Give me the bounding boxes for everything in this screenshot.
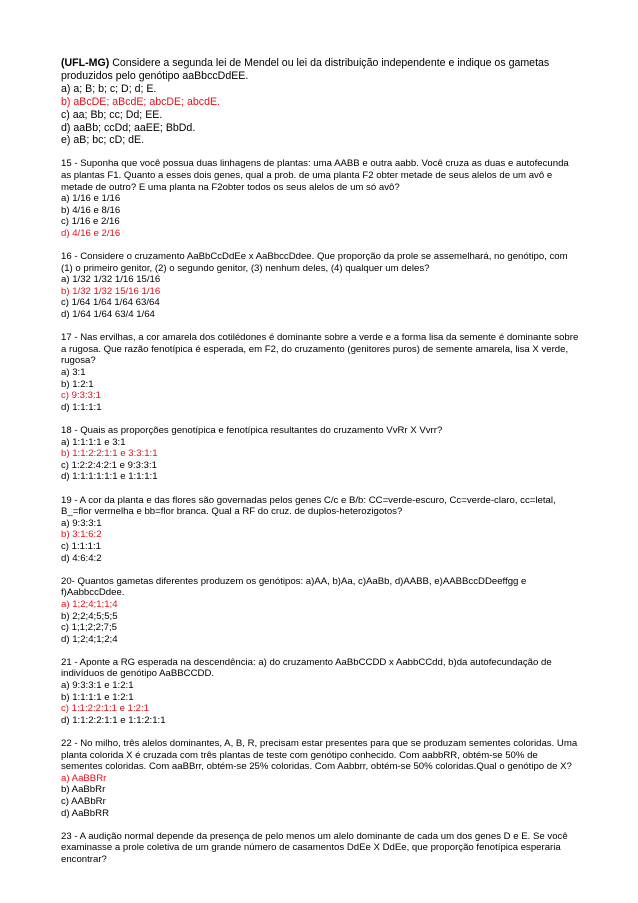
option-d: d) AaBbRR <box>61 807 109 819</box>
question-17 <box>61 332 581 413</box>
option-c: c) 1:1:1:1 <box>61 540 101 552</box>
option-c-correct: c) 9:3:3:1 <box>61 390 101 402</box>
option-a: a) 1:1:1:1 e 3:1 <box>61 436 126 448</box>
question-18 <box>61 425 581 483</box>
option-b: b) 1:2:1 <box>61 378 94 390</box>
option-b-correct: b) 3:1:6:2 <box>61 529 102 541</box>
option-c-correct: c) 1:1:2:2:1:1 e 1:2:1 <box>61 703 150 715</box>
option-b-correct: b) 1/32 1/32 15/16 1/16 <box>61 285 161 297</box>
question-20 <box>61 576 581 646</box>
option-a-correct: a) 1;2;4;1;1;4 <box>61 598 118 610</box>
option-a: a) 3:1 <box>61 367 86 379</box>
question-stem: 17 - Nas ervilhas, a cor amarela dos cotilédones é dominante sobre a verde e a forma lisa da semente é dominante sobre a rugosa. Que razão fenotípica é esperada, em F2, do cruzamento (genitores puros) de semente amarela, lisa X verde, rugosa? <box>61 332 579 367</box>
question-stem: 23 - A audição normal depende da presença de pelo menos um alelo dominante de cada um dos genes D e E. Se você examinasse a prole coletiva de um grande número de casamentos DdEe X DdEe, que proporção fenotípica esperaria encontrar? <box>61 830 568 865</box>
option-a: a) 9:3:3:1 <box>61 517 102 529</box>
option-a: a) a; B; b; c; D; d; E. <box>61 82 157 95</box>
question-stem: 22 - No milho, três alelos dominantes, A, B, R, precisam estar presentes para que se produzam sementes coloridas. Uma planta colorida X é cruzada com três plantas de teste com genótipo conhecido. Com aabbRR, obtém-se 50% de sementes coloridas. Com aaBBrr, obtém-se 25% coloridas. Com Aabbrr, obtém-se 50% coloridas.Qual o genótipo de X? <box>61 738 578 773</box>
option-d: d) 4:6:4:2 <box>61 552 102 564</box>
option-b: b) 4/16 e 8/16 <box>61 204 121 216</box>
option-a: a) 1/32 1/32 1/16 15/16 <box>61 274 161 286</box>
option-d: d) 1:1:1:1 <box>61 401 102 413</box>
option-c: c) 1;1;2;2;7;5 <box>61 622 117 634</box>
option-d: d) 1/64 1/64 63/4 1/64 <box>61 309 155 321</box>
option-c: c) 1:2:2:4:2:1 e 9:3:3:1 <box>61 459 158 471</box>
option-c: c) 1/16 e 2/16 <box>61 216 120 228</box>
option-d: d) 1:1:1:1:1:1 e 1:1:1:1 <box>61 471 158 483</box>
option-b: b) AaBbRr <box>61 784 106 796</box>
question-stem: 21 - Aponte a RG esperada na descendência: a) do cruzamento AaBbCCDD x AabbCCdd, b)da autofecundação de indivíduos de genótipo AaBBCCDD. <box>61 656 552 680</box>
question-16 <box>61 251 581 321</box>
option-d: d) aaBb; ccDd; aaEE; BbDd. <box>61 121 196 134</box>
question-source-tag: (UFL-MG) <box>61 57 110 69</box>
question-15 <box>61 158 581 239</box>
question-23 <box>61 831 581 866</box>
question-ufl-mg <box>61 57 581 147</box>
option-b-correct: b) 1:1:2:2:1:1 e 3:3:1:1 <box>61 448 158 460</box>
option-c: c) 1/64 1/64 1/64 63/64 <box>61 297 160 309</box>
option-e: e) aB; bc; cD; dE. <box>61 134 145 147</box>
question-stem: 20- Quantos gametas diferentes produzem os genótipos: a)AA, b)Aa, c)AaBb, d)AABB, e)AABBccDDeeffgg e f)AabbccDdee. <box>61 575 527 599</box>
document-content <box>61 57 581 877</box>
option-b-correct: b) aBcDE; aBcdE; abcDE; abcdE. <box>61 95 220 108</box>
option-b: b) 2;2;4;5;5;5 <box>61 610 118 622</box>
option-c: c) AABbRr <box>61 796 106 807</box>
option-c: c) aa; Bb; cc; Dd; EE. <box>61 108 163 121</box>
option-a-correct: a) AaBBRr <box>61 772 107 784</box>
question-22 <box>61 738 581 819</box>
question-19 <box>61 495 581 565</box>
option-b: b) 1:1:1:1 e 1:2:1 <box>61 691 134 703</box>
question-text: Considere a segunda lei de Mendel ou lei da distribuição independente e indique os gametas produzidos pelo genótipo aaBbccDdEE. <box>61 57 550 82</box>
question-stem: 19 - A cor da planta e das flores são governadas pelos genes C/c e B/b: CC=verde-escuro, Cc=verde-claro, cc=letal, B_=flor vermelha e bb=flor branca. Qual a RF do cruz. de duplos-heterozigotos? <box>61 494 556 518</box>
option-d: d) 1:1:2:2:1:1 e 1:1:2:1:1 <box>61 714 166 726</box>
option-a: a) 9:3:3:1 e 1:2:1 <box>61 680 134 692</box>
option-d: d) 1;2;4;1;2;4 <box>61 633 118 645</box>
question-stem: 18 - Quais as proporções genotípica e fenotípica resultantes do cruzamento VvRr X Vvrr? <box>61 425 443 436</box>
question-stem <box>61 57 581 83</box>
question-21 <box>61 657 581 727</box>
question-stem: 16 - Considere o cruzamento AaBbCcDdEe x AaBbccDdee. Que proporção da prole se assemelhará, no genótipo, com (1) o primeiro genitor, (2) o segundo genitor, (3) nenhum deles, (4) qualquer um deles? <box>61 251 568 274</box>
question-stem: 15 - Suponha que você possua duas linhagens de plantas: uma AABB e outra aabb. Você cruza as duas e autofecunda as plantas F1. Quanto a esses dois genes, qual a prob. de uma planta F2 obter metade de seus alelos de um avô e metade de outro? E uma planta na F2obter todos os seus alelos de um só avô? <box>61 158 569 193</box>
option-d-correct: d) 4/16 e 2/16 <box>61 227 121 239</box>
option-a: a) 1/16 e 1/16 <box>61 193 121 205</box>
